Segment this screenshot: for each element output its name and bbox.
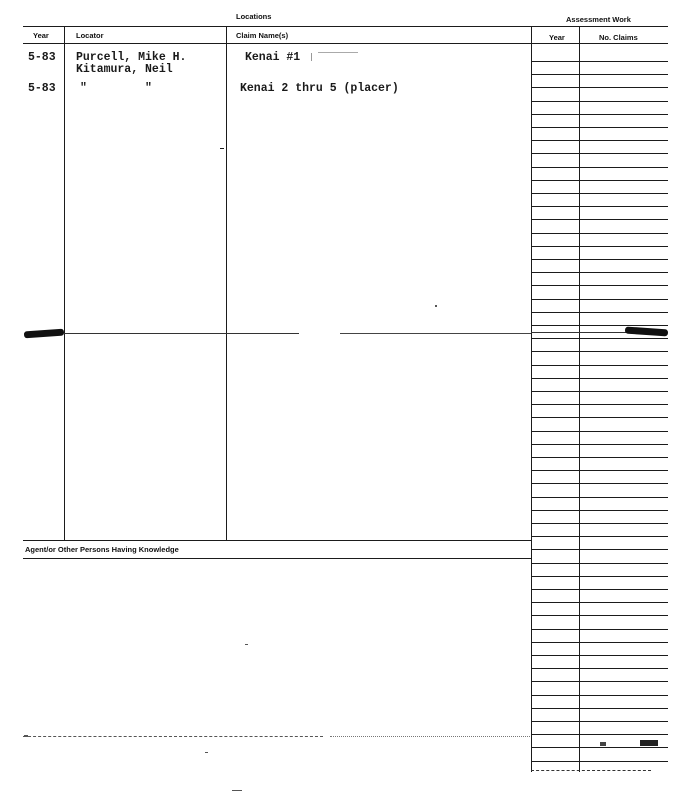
scan-artifact (232, 790, 242, 791)
locations-bottom-rule (23, 540, 532, 541)
ledger-rule (531, 299, 668, 300)
ledger-rule (531, 180, 668, 181)
ledger-rule (531, 497, 668, 498)
ledger-rule (531, 233, 668, 234)
ledger-rule (531, 708, 668, 709)
ledger-rule (531, 510, 668, 511)
agent-section-rule (23, 558, 532, 559)
ledger-rule (531, 576, 668, 577)
ledger-rule (531, 140, 668, 141)
row2-locator-ditto: " (80, 82, 87, 95)
ledger-rule (531, 101, 668, 102)
fold-mark-left (24, 329, 64, 339)
ledger-rule (531, 167, 668, 168)
ledger-rule (531, 114, 668, 115)
fold-line-right (340, 333, 531, 334)
ledger-rule (531, 747, 668, 748)
ledger-rule (531, 391, 668, 392)
dash-mark (220, 148, 224, 149)
row1-locator-line1: Purcell, Mike H. (76, 51, 187, 64)
row2-claim-name: Kenai 2 thru 5 (placer) (240, 82, 399, 95)
locations-heading: Locations (236, 12, 272, 21)
ledger-rule (531, 259, 668, 260)
ledger-rule (531, 602, 668, 603)
row1-year: 5-83 (28, 51, 56, 64)
row1-locator-line2: Kitamura, Neil (76, 63, 173, 76)
table-top-rule (23, 26, 668, 27)
divider-claims-assessment (531, 26, 532, 772)
scan-artifact (311, 53, 312, 61)
fold-line-left (64, 333, 299, 334)
bottom-dotted-line (23, 736, 323, 737)
ledger-rule (531, 615, 668, 616)
ledger-rule (531, 153, 668, 154)
scan-artifact (245, 644, 248, 645)
ledger-rule (531, 761, 668, 762)
ledger-rule (531, 536, 668, 537)
ledger-rule (531, 563, 668, 564)
fold-mark-right (625, 327, 668, 337)
ledger-rule (531, 589, 668, 590)
divider-year-locator (64, 26, 65, 540)
ledger-rule (531, 285, 668, 286)
row2-year: 5-83 (28, 82, 56, 95)
ledger-rule (531, 193, 668, 194)
scan-artifact (435, 305, 437, 307)
ledger-rule (531, 668, 668, 669)
ledger-rule (531, 74, 668, 75)
row1-claim-name: Kenai #1 (245, 51, 301, 64)
row2-locator-ditto-2: " (145, 82, 152, 95)
ledger-rule (531, 312, 668, 313)
column-header-locator: Locator (76, 31, 104, 40)
ledger-rule (531, 523, 668, 524)
ledger-rule (531, 444, 668, 445)
ledger-rule (531, 61, 668, 62)
ledger-rule (531, 127, 668, 128)
scan-artifact (205, 752, 208, 753)
ledger-rule (531, 655, 668, 656)
divider-locator-claims (226, 26, 227, 540)
ledger-rule (531, 483, 668, 484)
scan-artifact (640, 740, 658, 746)
bottom-ledger-dashed (531, 770, 651, 771)
assessment-work-heading: Assessment Work (566, 15, 631, 24)
ledger-rule (531, 219, 668, 220)
agent-knowledge-label: Agent/or Other Persons Having Knowledge (25, 545, 179, 554)
divider-assessment-year-claims (579, 26, 580, 772)
ledger-rule (531, 351, 668, 352)
ledger-rule (531, 417, 668, 418)
column-header-rule (23, 43, 668, 44)
ledger-rule (531, 272, 668, 273)
ledger-rule (531, 378, 668, 379)
ledger-rule (531, 457, 668, 458)
ledger-rule (531, 87, 668, 88)
bottom-dotted-line (330, 736, 530, 737)
scan-artifact (600, 742, 606, 746)
column-header-assessment-year: Year (549, 33, 565, 42)
ledger-rule (531, 246, 668, 247)
ledger-rule (531, 404, 668, 405)
ledger-rule (531, 629, 668, 630)
column-header-claim-names: Claim Name(s) (236, 31, 289, 40)
ledger-rule (531, 642, 668, 643)
ledger-rule (531, 549, 668, 550)
ledger-rule (531, 206, 668, 207)
column-header-year: Year (33, 31, 49, 40)
scan-artifact (24, 735, 28, 737)
ledger-rule (531, 681, 668, 682)
ledger-rule (531, 338, 668, 339)
column-header-no-claims: No. Claims (599, 33, 638, 42)
ledger-rule (531, 325, 668, 326)
fold-line-assessment (531, 332, 631, 333)
scan-artifact (318, 52, 358, 53)
ledger-rule (531, 721, 668, 722)
ledger-rule (531, 734, 668, 735)
ledger-rule (531, 470, 668, 471)
ledger-rule (531, 365, 668, 366)
ledger-rule (531, 695, 668, 696)
ledger-rule (531, 431, 668, 432)
